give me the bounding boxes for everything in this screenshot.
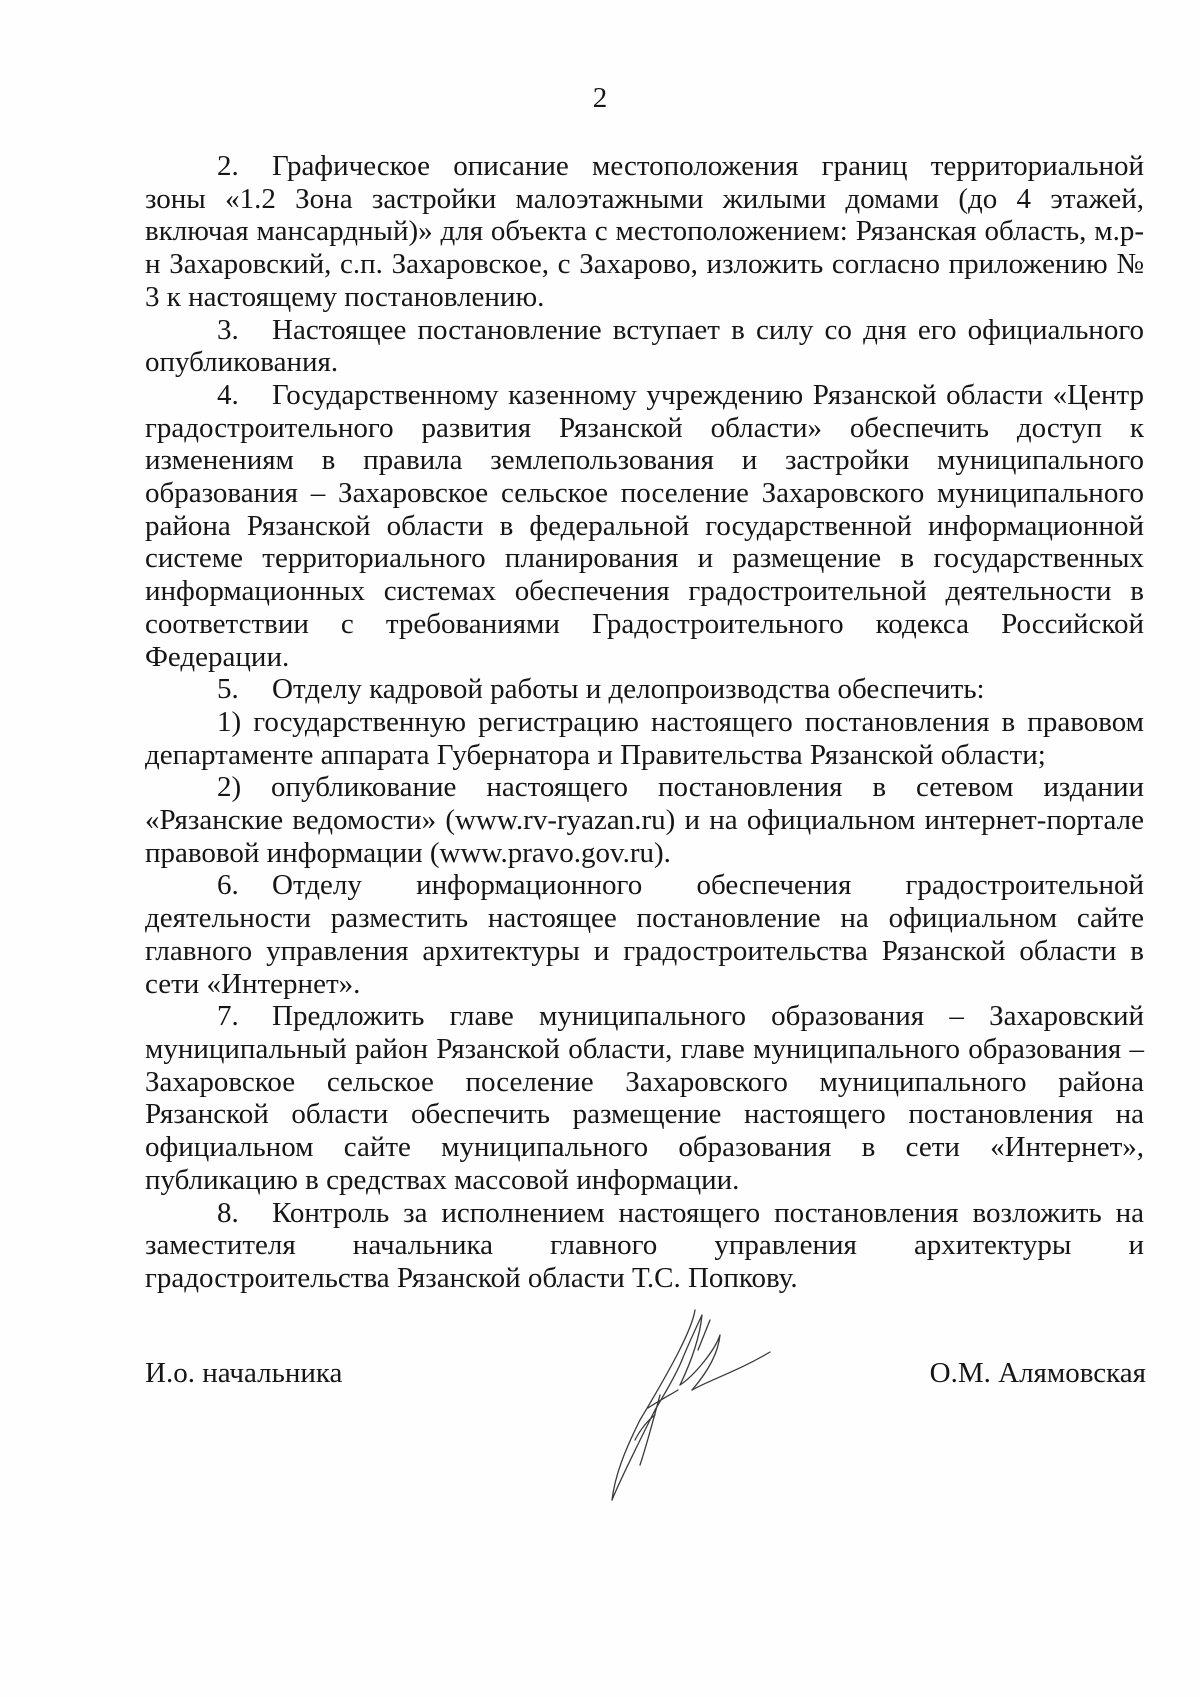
signer-name: О.М. Алямовская	[929, 1357, 1146, 1389]
paragraph-text: Контроль за исполнением настоящего постановления возложить на заместителя начальника главного управления архитектуры и градостроительства Рязанской области Т.С. Попкову.	[145, 1196, 1144, 1294]
page-number: 2	[592, 82, 608, 114]
paragraph-2	[145, 150, 1144, 314]
paragraph-text: Настоящее постановление вступает в силу со дня его официального опубликования.	[145, 313, 1144, 379]
paragraph-text: 1) государственную регистрацию настоящего постановления в правовом департаменте аппарата Губернатора и Правительства Рязанской области;	[145, 705, 1144, 771]
paragraph-number: 7.	[217, 1000, 239, 1033]
paragraph-5	[145, 673, 1144, 706]
paragraph-7	[145, 1000, 1144, 1196]
paragraph-number: 8.	[217, 1196, 239, 1229]
paragraph-text: Отделу кадровой работы и делопроизводства обеспечить:	[272, 673, 985, 706]
paragraph-6	[145, 869, 1144, 1000]
paragraph-number: 4.	[217, 378, 239, 411]
paragraph-number: 3.	[217, 313, 239, 346]
subparagraph-5-2	[145, 771, 1144, 869]
paragraph-4	[145, 379, 1144, 673]
paragraph-text: Предложить главе муниципального образования – Захаровский муниципальный район Рязанской области, главе муниципального образования – Захаровское сельское поселение Захаровского муниципального района Рязанской области обеспечить размещение настоящего постановления на официальном сайте муниципального образования в сети «Интернет», публикацию в средствах массовой информации.	[145, 1000, 1144, 1196]
document-body	[145, 150, 1144, 1295]
paragraph-number: 5.	[217, 673, 239, 706]
paragraph-text: 2) опубликование настоящего постановления в сетевом издании «Рязанские ведомости» (www.rv-ryazan.ru) и на официальном интернет-портале правовой информации (www.pravo.gov.ru).	[145, 771, 1144, 869]
signer-role: И.о. начальника	[145, 1357, 343, 1389]
paragraph-text: Государственному казенному учреждению Рязанской области «Центр градостроительного развития Рязанской области» обеспечить доступ к изменениям в правила землепользования и застройки муниципального образования – Захаровское сельское поселение Захаровского муниципального района Рязанской области в федеральной государственной информационной системе территориального планирования и размещение в государственных информационных системах обеспечения градостроительной деятельности в соответствии с требованиями Градостроительного кодекса Российской Федерации.	[145, 378, 1144, 673]
handwritten-signature	[600, 1290, 830, 1530]
paragraph-text: Графическое описание местоположения границ территориальной зоны «1.2 Зона застройки малоэтажными жилыми домами (до 4 этажей, включая мансардный)» для объекта с местоположением: Рязанская область, м.р-н Захаровский, с.п. Захаровское, с Захарово, изложить согласно приложению № 3 к настоящему постановлению.	[145, 150, 1144, 313]
paragraph-8	[145, 1197, 1144, 1295]
paragraph-3	[145, 314, 1144, 379]
paragraph-number: 2.	[217, 150, 239, 182]
subparagraph-5-1	[145, 706, 1144, 771]
paragraph-text: Отделу информационного обеспечения градостроительной деятельности разместить настоящее постановление на официальном сайте главного управления архитектуры и градостроительства Рязанской области в сети «Интернет».	[145, 869, 1144, 1000]
paragraph-number: 6.	[217, 869, 239, 902]
